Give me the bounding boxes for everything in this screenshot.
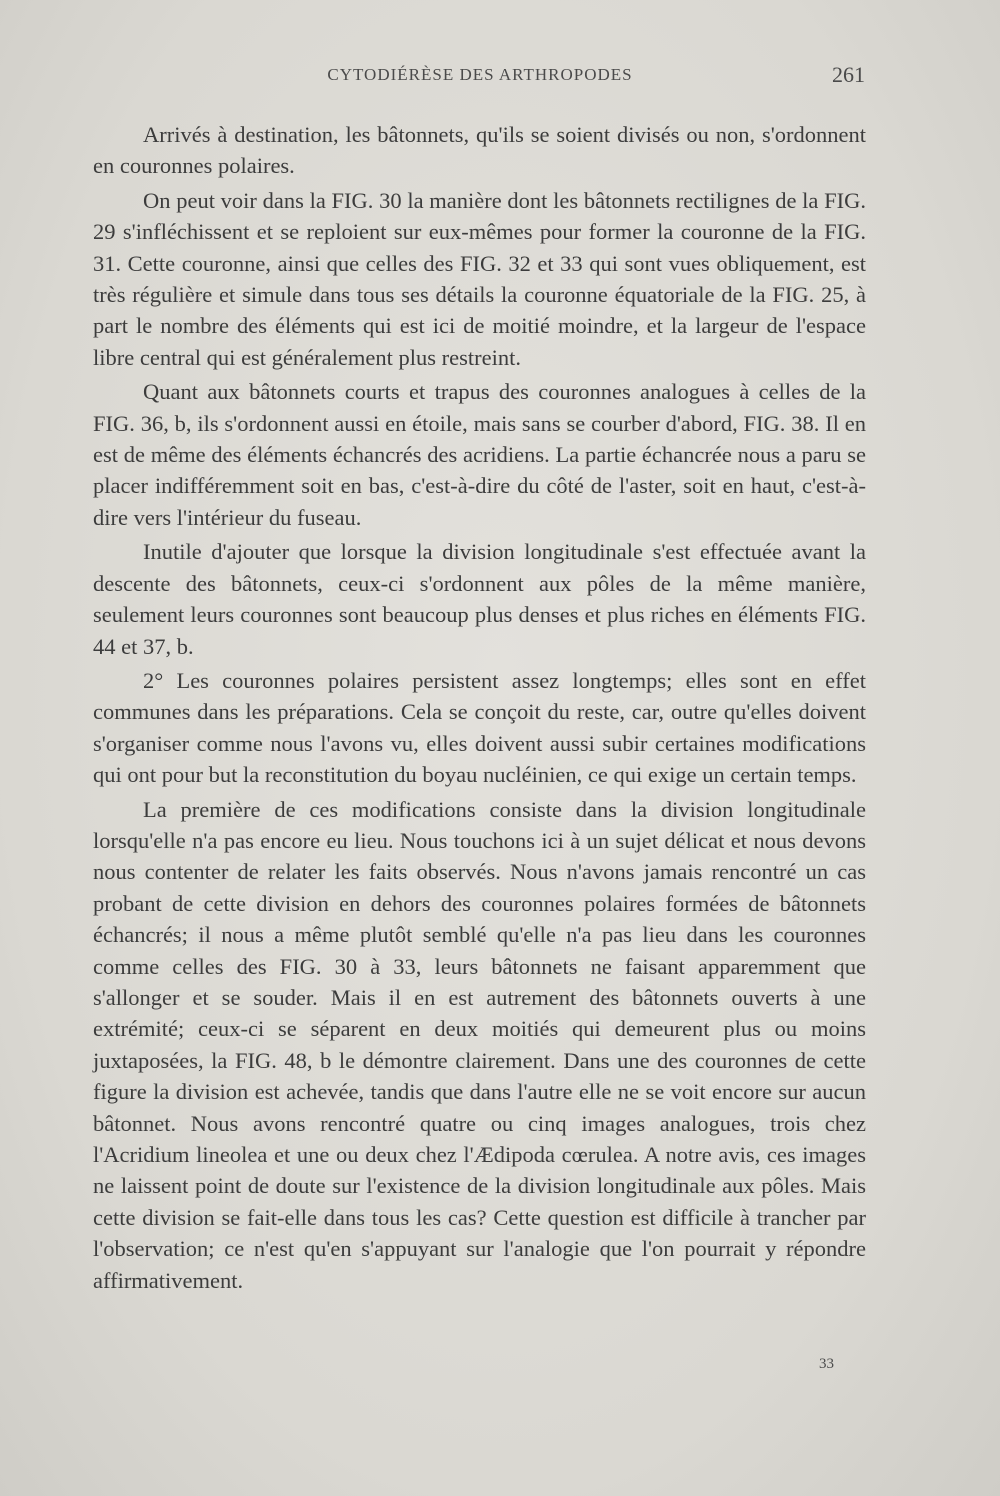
paragraph-arrival: Arrivés à destination, les bâtonnets, qu'ils se soient divisés ou non, s'ordonnent en couronnes polaires. (93, 122, 866, 179)
body-text (93, 119, 866, 1299)
running-head (0, 62, 1000, 92)
paragraph-fig-30: On peut voir dans la FIG. 30 la manière dont les bâtonnets rectilignes de la FIG. 29 s'infléchissent et se reploient sur eux-mêmes pour former la couronne de la FIG. 31. Cette couronne, ainsi que celles des FIG. 32 et 33 qui sont vues obliquement, est très régulière et simule dans tous ses détails la couronne équatoriale de la FIG. 25, à part le nombre des éléments qui est ici de moitié moindre, et la largeur de l'espace libre central qui est généralement plus restreint. (93, 187, 866, 370)
paragraph-polar-crowns: 2° Les couronnes polaires persistent assez longtemps; elles sont en effet communes dans les préparations. Cela se conçoit du reste, car, outre qu'elles doivent s'organiser comme nous l'avons vu, elles doivent aussi subir certaines modifications qui ont pour but la reconstitution du boyau nucléinien, ce qui exige un certain temps. (93, 667, 866, 788)
running-title: CYTODIÉRÈSE DES ARTHROPODES (327, 65, 633, 84)
paragraph-longitudinal-division: Inutile d'ajouter que lorsque la division longitudinale s'est effectuée avant la descente des bâtonnets, ceux-ci s'ordonnent aux pôles de la même manière, seulement leurs couronnes sont beaucoup plus denses et plus riches en éléments FIG. 44 et 37, b. (93, 539, 866, 659)
paragraph-first-modification: La première de ces modifications consiste dans la division longitudinale lorsqu'elle n'a pas encore eu lieu. Nous touchons ici à un sujet délicat et nous devons nous contenter de relater les faits observés. Nous n'avons jamais rencontré un cas probant de cette division en dehors des couronnes polaires formées de bâtonnets échancrés; il nous a même plutôt semblé qu'elle n'a pas lieu dans les couronnes comme celles des FIG. 30 à 33, leurs bâtonnets ne faisant apparemment que s'allonger et se souder. Mais il en est autrement des bâtonnets ouverts à une extrémité; ceux-ci se séparent en deux moitiés qui demeurent plus ou moins juxtaposées, la FIG. 48, b le démontre clairement. Dans une des couronnes de cette figure la division est achevée, tandis que dans l'autre elle ne se voit encore sur aucun bâtonnet. Nous avons rencontré quatre ou cinq images analogues, trois chez l'Acridium lineolea et une ou deux chez l'Ædipoda cœrulea. A notre avis, ces images ne laissent point de doute sur l'existence de la division longitudinale aux pôles. Mais cette division se fait-elle dans tous les cas? Cette question est difficile à trancher par l'observation; ce n'est qu'en s'appuyant sur l'analogie que l'on pourrait y répondre affirmativement. (93, 796, 866, 1293)
signature-mark: 33 (819, 1356, 834, 1372)
paragraph-short-rods: Quant aux bâtonnets courts et trapus des couronnes analogues à celles de la FIG. 36, b, ils s'ordonnent aussi en étoile, mais sans se courber d'abord, FIG. 38. Il en est de même des éléments échancrés des acridiens. La partie échancrée nous a paru se placer indifféremment soit en bas, c'est-à-dire du côté de l'aster, soit en haut, c'est-à-dire vers l'intérieur du fuseau. (93, 379, 866, 530)
page-number: 261 (832, 62, 865, 87)
